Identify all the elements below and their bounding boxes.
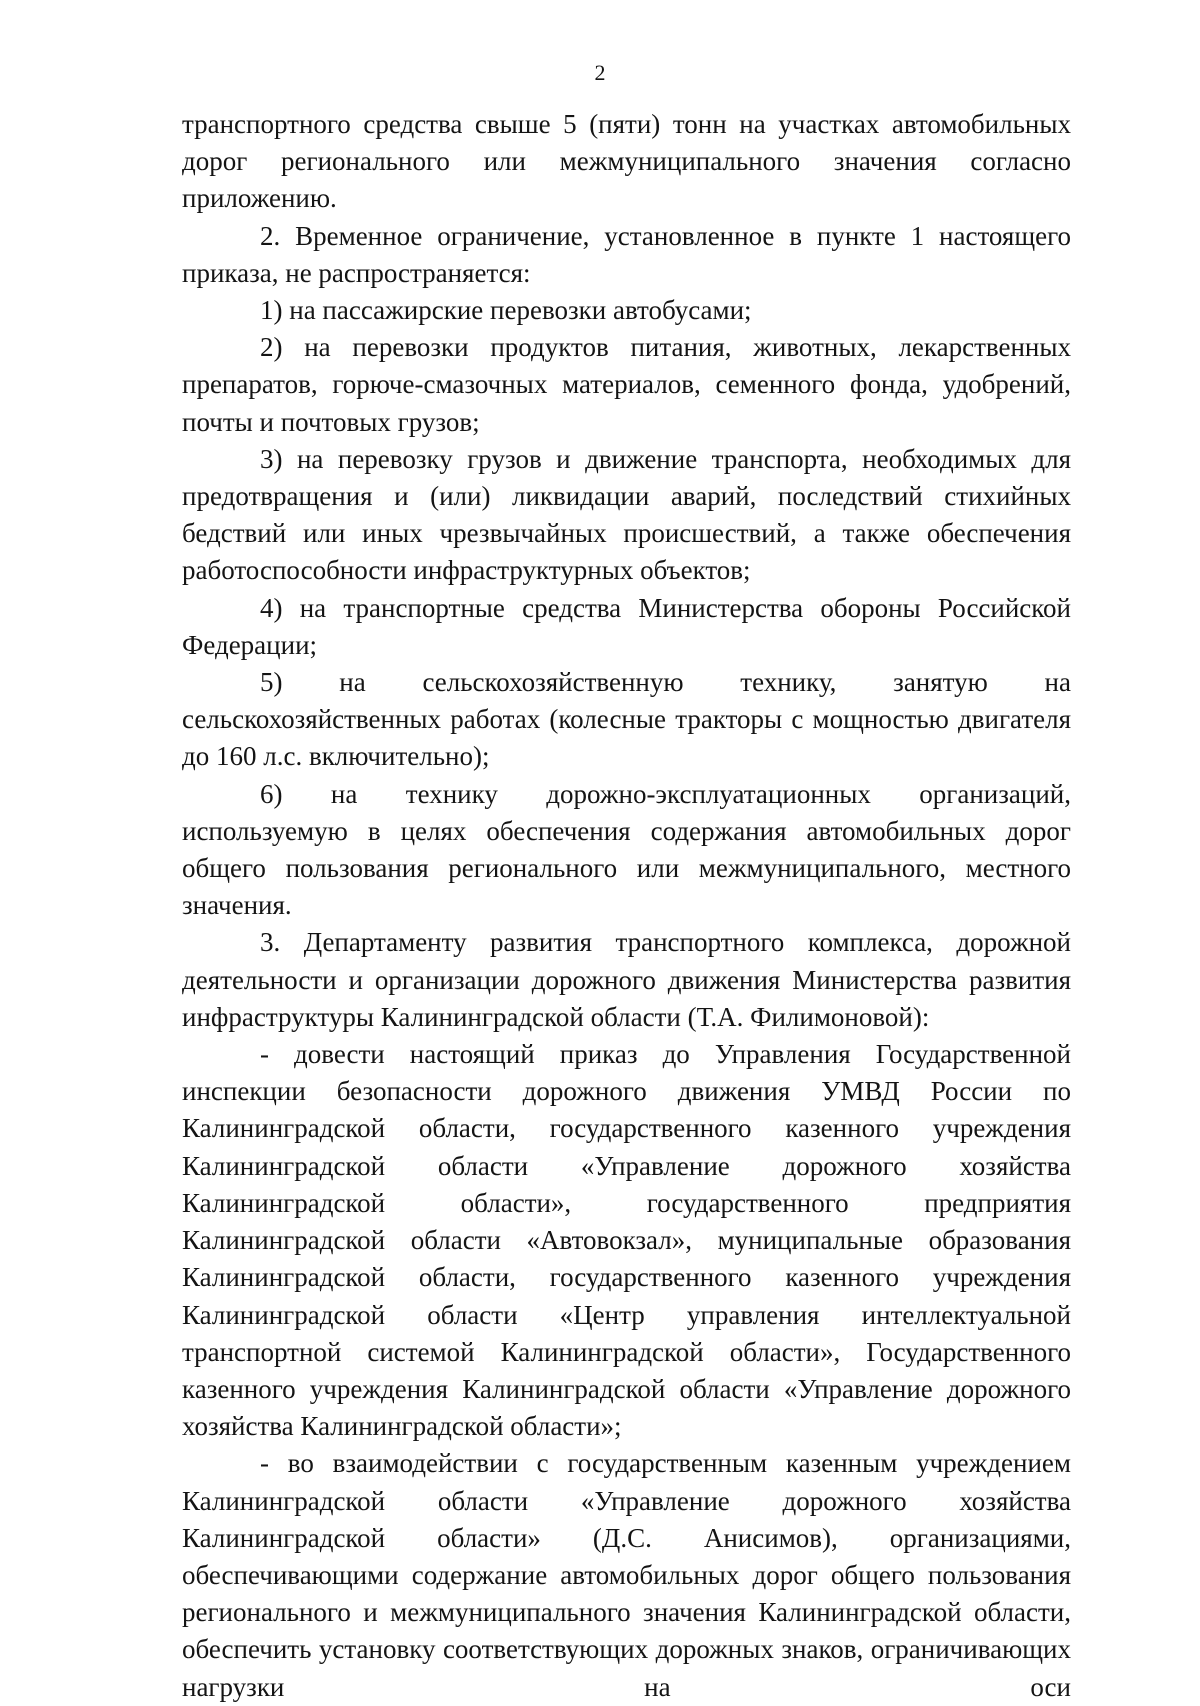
paragraph: 2) на перевозки продуктов питания, животных, лекарственных препаратов, горюче-смазочных материалов, семенного фонда, удобрений, почты и почтовых грузов; <box>182 332 1071 437</box>
document-body <box>182 106 1071 1706</box>
paragraph: 1) на пассажирские перевозки автобусами; <box>260 295 752 326</box>
paragraph: - во взаимодействии с государственным казенным учреждением Калининградской области «Управление дорожного хозяйства Калининградской области» (Д.С. Анисимов), организациями, обеспечивающими содержание автомобильных дорог общего пользования регионального и межмуниципального значения Калининградской области, обеспечить установку соответствующих дорожных знаков, ограничивающих нагрузки на оси <box>182 1448 1071 1702</box>
paragraph: - довести настоящий приказ до Управления Государственной инспекции безопасности дорожного движения УМВД России по Калининградской области, государственного казенного учреждения Калининградской области «Управление дорожного хозяйства Калининградской области», государственного предприятия Калининградской области «Автовокзал», муниципальные образования Калининградской области, государственного казенного учреждения Калининградской области «Центр управления интеллектуальной транспортной системой Калининградской области», Государственного казенного учреждения Калининградской области «Управление дорожного хозяйства Калининградской области»; <box>182 1039 1071 1442</box>
paragraph: 2. Временное ограничение, установленное в пункте 1 настоящего приказа, не распространяется: <box>182 220 1071 288</box>
paragraph: 6) на технику дорожно-эксплуатационных организаций, используемую в целях обеспечения содержания автомобильных дорог общего пользования регионального или межмуниципального, местного значения. <box>182 778 1071 921</box>
paragraph: 4) на транспортные средства Министерства обороны Российской Федерации; <box>182 592 1071 660</box>
paragraph: 5) на сельскохозяйственную технику, занятую на сельскохозяйственных работах (колесные тракторы с мощностью двигателя до 160 л.с. включительно); <box>182 667 1071 772</box>
page-number: 2 <box>594 60 606 85</box>
paragraph: 3. Департаменту развития транспортного комплекса, дорожной деятельности и организации дорожного движения Министерства развития инфраструктуры Калининградской области (Т.А. Филимоновой): <box>182 927 1071 1032</box>
paragraph: 3) на перевозку грузов и движение транспорта, необходимых для предотвращения и (или) ликвидации аварий, последствий стихийных бедствий или иных чрезвычайных происшествий, а также обеспечения работоспособности инфраструктурных объектов; <box>182 443 1071 586</box>
paragraph: транспортного средства свыше 5 (пяти) тонн на участках автомобильных дорог регионального или межмуниципального значения согласно приложению. <box>182 109 1071 214</box>
